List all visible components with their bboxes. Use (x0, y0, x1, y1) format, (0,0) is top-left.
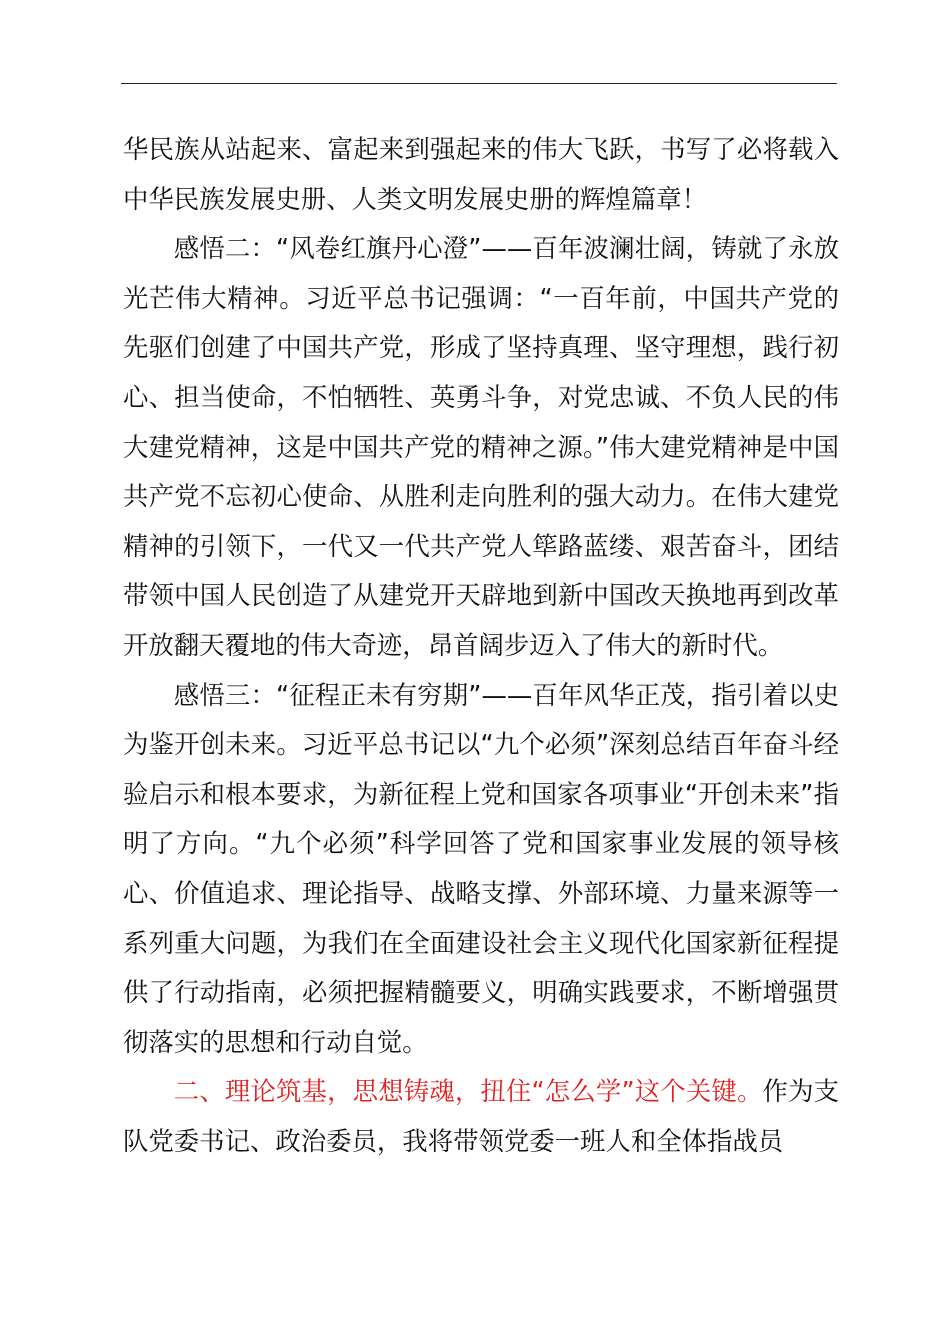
paragraph-section-two (123, 1067, 839, 1166)
header-rule (121, 83, 837, 84)
document-body (123, 125, 839, 1166)
paragraph-continuation: 华民族从站起来、富起来到强起来的伟大飞跃，书写了必将载入中华民族发展史册、人类文明发展史册的辉煌篇章！ (123, 134, 839, 214)
paragraph-insight-three: 感悟三：“征程正未有穷期”——百年风华正茂，指引着以史为鉴开创未来。习近平总书记以“九个必须”深刻总结百年奋斗经验启示和根本要求，为新征程上党和国家各项事业“开创未来”指明了方向。“九个必须”科学回答了党和国家事业发展的领导核心、价值追求、理论指导、战略支撑、外部环境、力量来源等一系列重大问题，为我们在全面建设社会主义现代化国家新征程提供了行动指南，必须把握精髓要义，明确实践要求，不断增强贯彻落实的思想和行动自觉。 (123, 679, 839, 1057)
paragraph-insight-two: 感悟二：“风卷红旗丹心澄”——百年波澜壮阔，铸就了永放光芒伟大精神。习近平总书记强调：“一百年前，中国共产党的先驱们创建了中国共产党，形成了坚持真理、坚守理想，践行初心、担当使命，不怕牺牲、英勇斗争，对党忠诚、不负人民的伟大建党精神，这是中国共产党的精神之源。”伟大建党精神是中国共产党不忘初心使命、从胜利走向胜利的强大动力。在伟大建党精神的引领下，一代又一代共产党人筚路蓝缕、艰苦奋斗，团结带领中国人民创造了从建党开天辟地到新中国改天换地再到改革开放翻天覆地的伟大奇迹，昂首阔步迈入了伟大的新时代。 (123, 233, 839, 660)
section-heading: 二、理论筑基，思想铸魂，扭住“怎么学”这个关键。 (173, 1076, 763, 1107)
section-body-text: 作为支队党委书记、政治委员，我将带领党委一班人和全体指战员 (123, 1076, 840, 1156)
